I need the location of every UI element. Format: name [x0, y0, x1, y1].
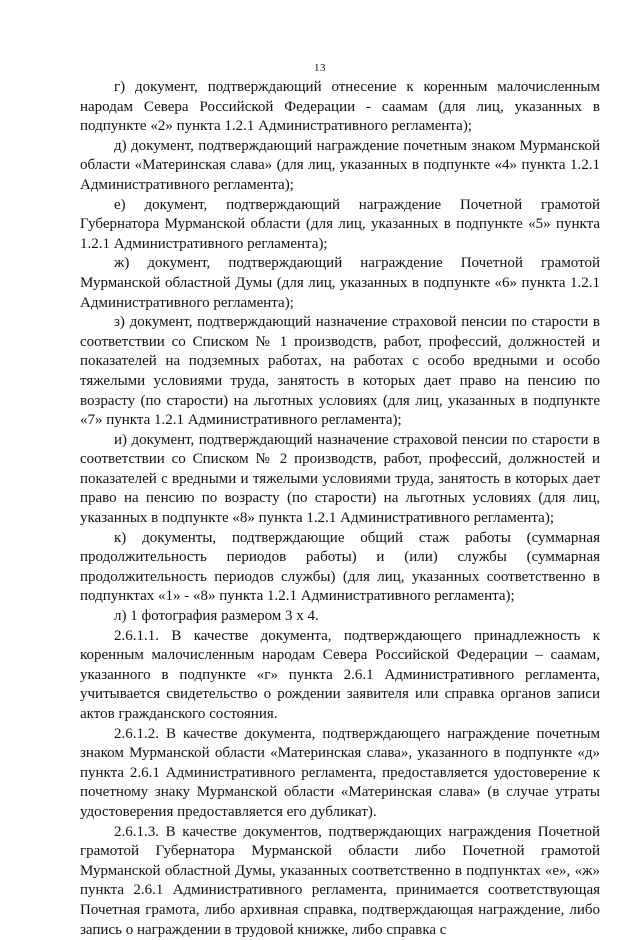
- paragraph-d: д) документ, подтверждающий награждение почетным знаком Мурманской области «Материнская слава» (для лиц, указанных в подпункте «4» пункта 1.2.1 Административного регламента);: [80, 137, 600, 193]
- document-body: [80, 78, 600, 940]
- paragraph-zh: ж) документ, подтверждающий награждение Почетной грамотой Мурманской областной Думы (для лиц, указанных в подпункте «6» пункта 1.2.1 Административного регламента);: [80, 255, 600, 311]
- paragraph-2-6-1-3: 2.6.1.3. В качестве документов, подтверждающих награждения Почетной грамотой Губернатора Мурманской области либо Почетной грамотой Мурманской областной Думы, указанных соответственно в подпунктах «е», «ж» пункта 2.6.1 Административного регламента, принимается соответствующая Почетная грамота, либо архивная справка, подтверждающая награждение, либо запись о награждении в трудовой книжке, либо справка с: [80, 823, 600, 938]
- paragraph-g: г) документ, подтверждающий отнесение к коренным малочисленным народам Севера Российской Федерации - саамам (для лиц, указанных в подпункте «2» пункта 1.2.1 Административного регламента);: [80, 79, 600, 135]
- paragraph-l: л) 1 фотография размером 3 х 4.: [114, 608, 319, 625]
- paragraph-k: к) документы, подтверждающие общий стаж работы (суммарная продолжительность периодов работы) и (или) службы (суммарная продолжительность периодов службы) (для лиц, указанных соответственно в подпунктах «1» - «8» пункта 1.2.1 Административного регламента);: [80, 529, 600, 605]
- paragraph-i: и) документ, подтверждающий назначение страховой пенсии по старости в соответствии со Списком № 2 производств, работ, профессий, должностей и показателей с вредными и тяжелыми условиями труда, занятость в которых дает право на пенсию по возрасту (по старости) на льготных условиях (для лиц, указанных в подпункте «8» пункта 1.2.1 Административного регламента);: [80, 431, 600, 527]
- paragraph-z: з) документ, подтверждающий назначение страховой пенсии по старости в соответствии со Списком № 1 производств, работ, профессий, должностей и показателей на подземных работах, на работах с особо вредными и особо тяжелыми условиями труда, занятость в которых дает право на пенсию по возрасту (по старости) на льготных условиях (для лиц, указанных в подпункте «7» пункта 1.2.1 Административного регламента);: [80, 314, 600, 429]
- paragraph-2-6-1-1: 2.6.1.1. В качестве документа, подтверждающего принадлежность к коренным малочисленным народам Севера Российской Федерации – саамам, указанного в подпункте «г» пункта 2.6.1 Административного регламента, учитывается свидетельство о рождении заявителя или справка органов записи актов гражданского состояния.: [80, 627, 600, 722]
- paragraph-e: е) документ, подтверждающий награждение Почетной грамотой Губернатора Мурманской области (для лиц, указанных в подпункте «5» пункта 1.2.1 Административного регламента);: [80, 196, 600, 252]
- page-number: 13: [314, 62, 326, 74]
- paragraph-2-6-1-2: 2.6.1.2. В качестве документа, подтверждающего награждение почетным знаком Мурманской области «Материнская слава», указанного в подпункте «д» пункта 2.6.1 Административного регламента, предоставляется удостоверение к почетному знаку Мурманской области «Материнская слава» (в случае утраты удостоверения предоставляется его дубликат).: [80, 725, 600, 820]
